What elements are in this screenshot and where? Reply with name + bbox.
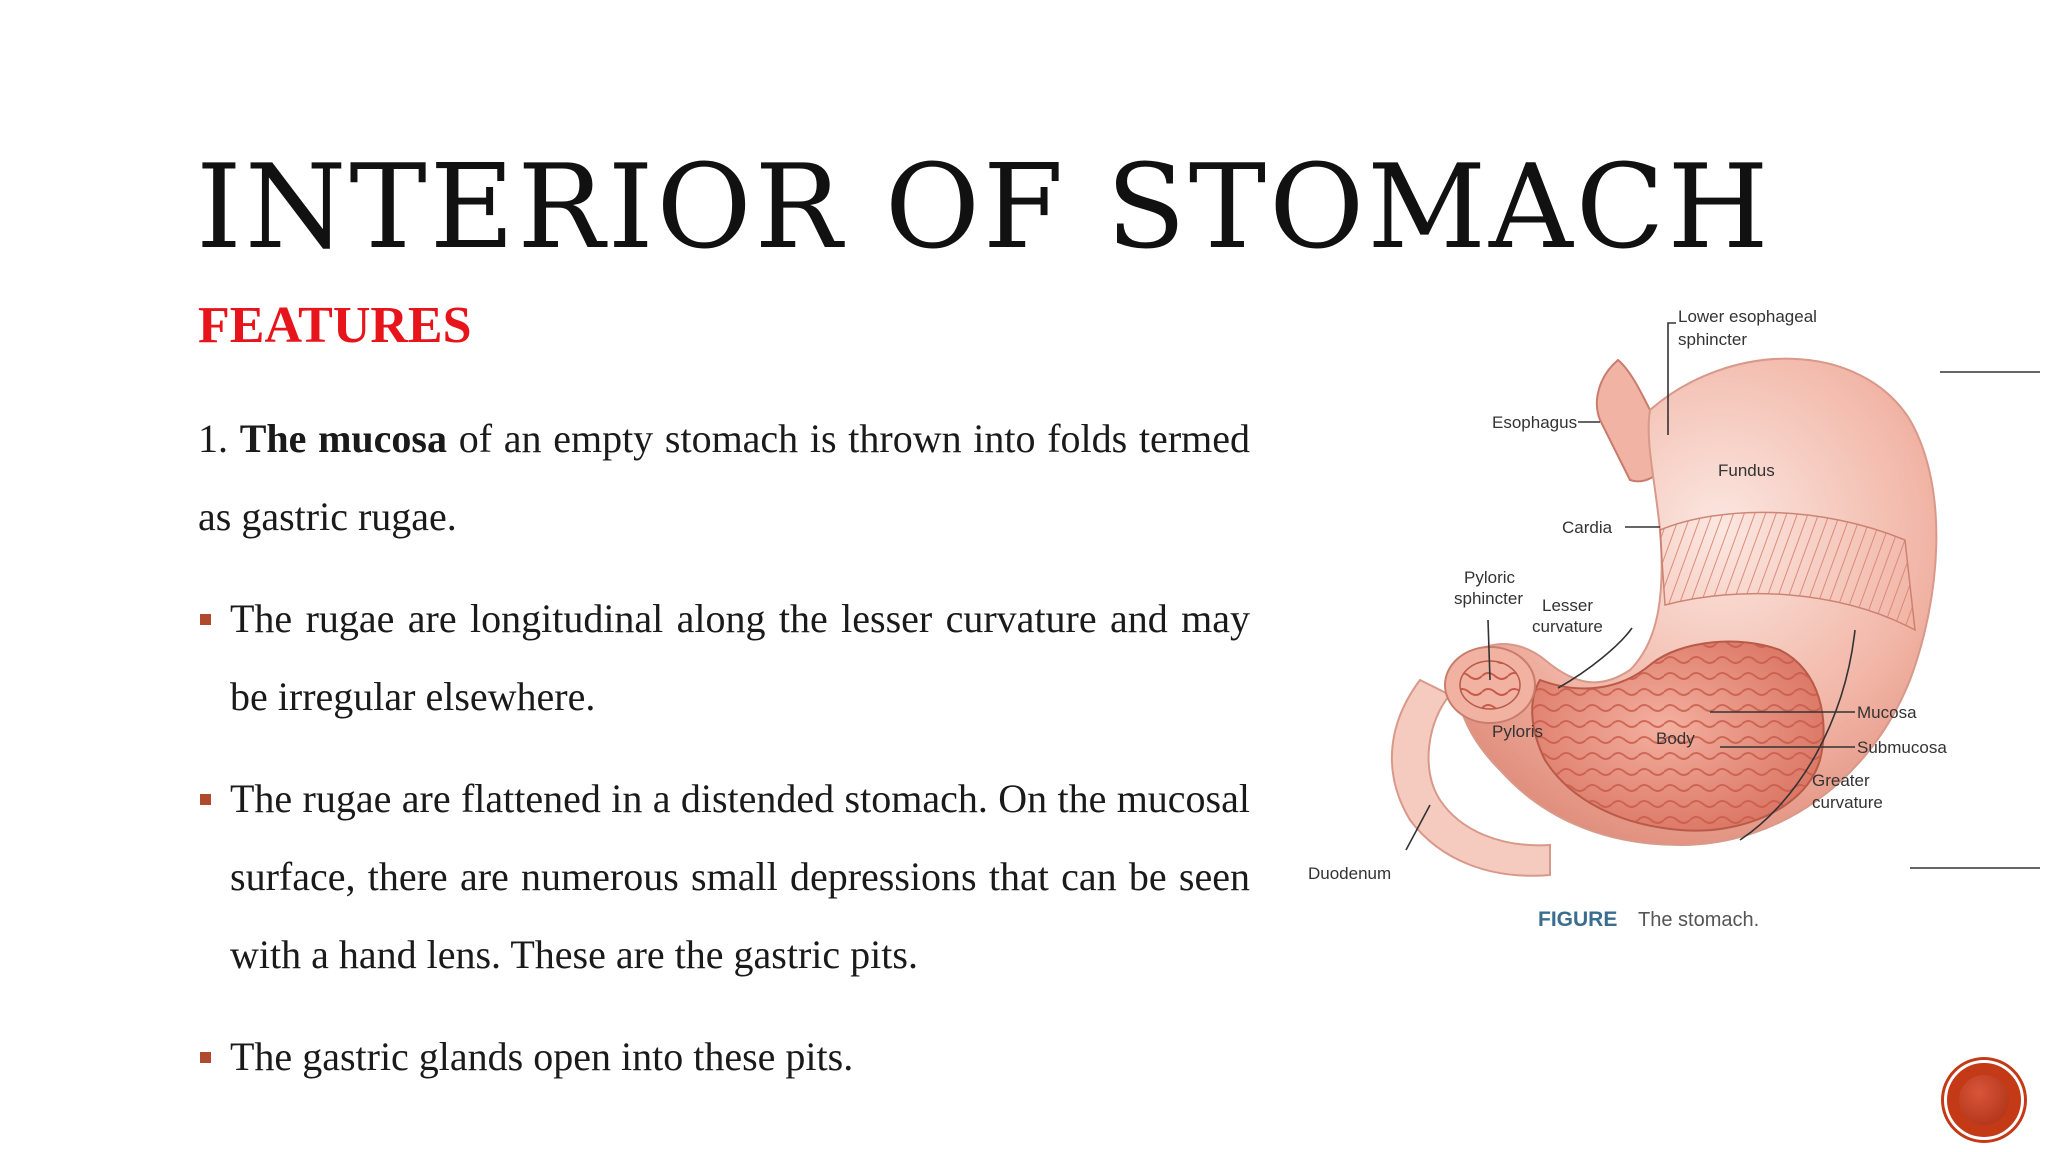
label-pyloric-sphincter: sphincter [1454,589,1523,608]
label-greater-curvature: curvature [1812,793,1883,812]
figure-caption-key: FIGURE [1538,908,1618,931]
bullet-marker [200,794,211,805]
slide-subtitle: FEATURES [198,297,472,354]
slide-title: INTERIOR OF STOMACH [196,140,1772,275]
label-mucosa: Mucosa [1857,703,1917,722]
bullet-marker [200,1052,211,1063]
label-pyloric: Pyloric [1464,568,1516,587]
bullet-item [198,1018,1250,1096]
label-greater: Greater [1812,771,1870,790]
stomach-figure [1300,300,2040,940]
label-sphincter: sphincter [1678,330,1747,349]
bullet-text: The gastric glands open into these pits. [230,1034,854,1079]
label-esophagus: Esophagus [1492,413,1578,432]
stomach-illustration [1300,300,2040,940]
label-lesser: Lesser [1542,596,1594,615]
bullet-text: The rugae are flattened in a distended stomach. On the mucosal surface, there are numerous small depressions that can be seen with a hand lens. These are the gastric pits. [230,776,1250,977]
paragraph-number: 1. [198,416,240,461]
paragraph-mucosa [198,400,1250,556]
bullet-marker [200,614,211,625]
bullet-text: The rugae are longitudinal along the lesser curvature and may be irregular elsewhere. [230,596,1250,719]
label-submucosa: Submucosa [1857,738,1947,757]
bullet-item [198,580,1250,736]
label-lesser-curvature: curvature [1532,617,1603,636]
label-lower-esophageal: Lower esophageal [1678,307,1817,326]
label-pyloris: Pyloris [1492,722,1544,741]
paragraph-text: of an empty stomach is thrown into folds termed as gastric rugae. [198,416,1251,539]
bullet-item [198,760,1250,994]
label-duodenum: Duodenum [1308,864,1392,883]
slide-nav-button[interactable] [1944,1060,2024,1140]
label-fundus: Fundus [1718,461,1775,480]
figure-caption-text: The stomach. [1638,909,1760,931]
paragraph-bold-term: The mucosa [239,416,447,461]
label-cardia: Cardia [1562,518,1613,537]
slide-content [198,400,1250,1120]
label-body: Body [1656,729,1695,748]
